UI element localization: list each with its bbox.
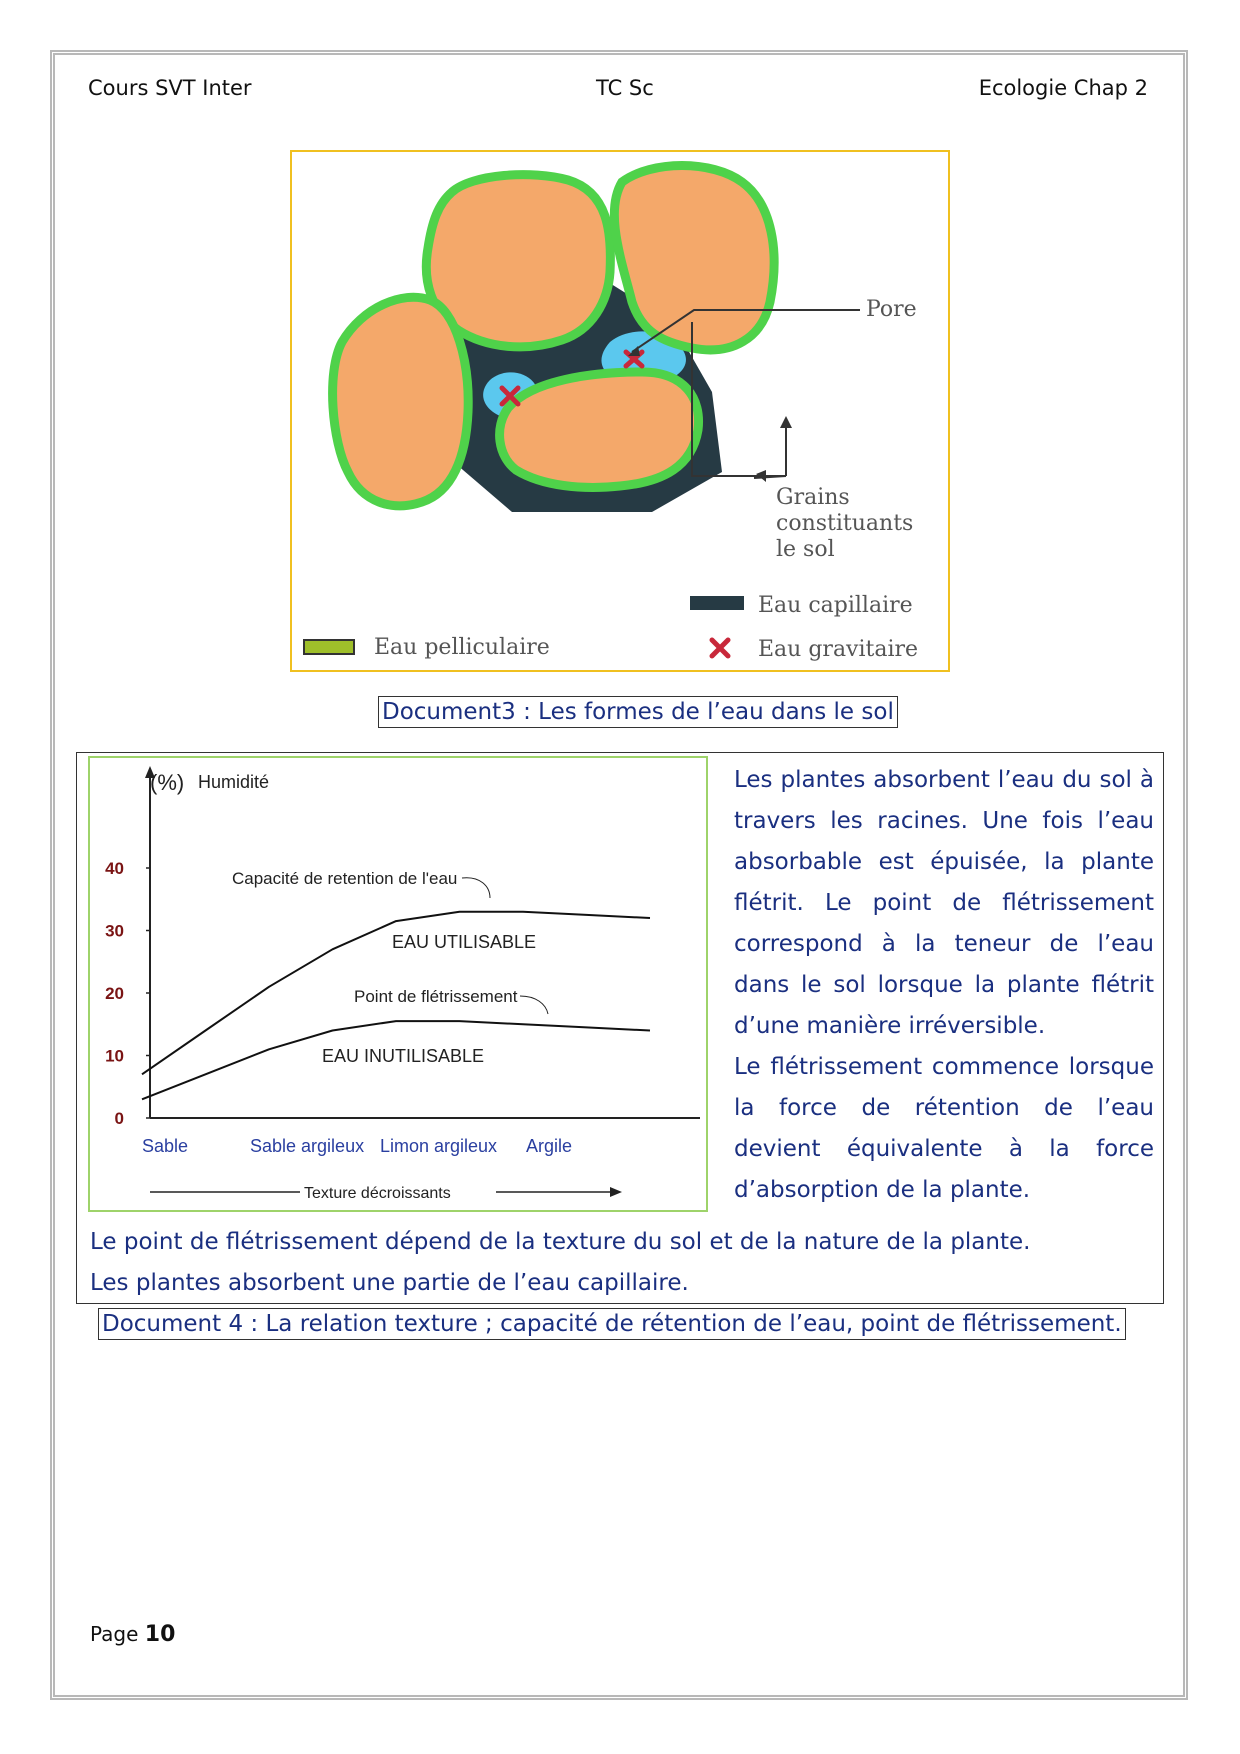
document4-caption: Document 4 : La relation texture ; capacité de rétention de l’eau, point de flétrissement.: [98, 1308, 1126, 1340]
header-left: Cours SVT Inter: [88, 76, 252, 100]
legend-capillary-swatch: [690, 596, 744, 610]
y-tick-label: 20: [105, 984, 124, 1003]
x-category-label: Argile: [526, 1136, 573, 1156]
series-label-wilting: Point de flétrissement: [354, 987, 518, 1006]
bottom-line-2: Les plantes absorbent une partie de l’eau capillaire.: [90, 1270, 689, 1296]
y-tick-label: 30: [105, 921, 124, 941]
x-category-label: Sable argileux: [250, 1136, 365, 1156]
legend-capillary-label: Eau capillaire: [758, 593, 913, 618]
legend-pellicular-label: Eau pelliculaire: [374, 635, 550, 660]
page-label: Page: [90, 1622, 139, 1646]
legend-gravity-cross: [712, 640, 728, 656]
legend-gravity-label: Eau gravitaire: [758, 637, 919, 662]
grains-label-2: constituants: [776, 511, 914, 536]
y-tick-label: 10: [105, 1046, 124, 1066]
page-number: 10: [144, 1622, 176, 1647]
grain-bottom: [500, 372, 699, 487]
header-right: Ecologie Chap 2: [978, 76, 1148, 100]
document4-bottom-text: [90, 1222, 1030, 1304]
grains-label-1: Grains: [776, 485, 850, 510]
y-axis-label: Humidité: [198, 772, 270, 792]
series-label-retention: Capacité de retention de l'eau: [232, 869, 458, 888]
soil-water-diagram: [290, 150, 950, 672]
x-category-label: Limon argileux: [380, 1136, 498, 1156]
x-category-label: Sable: [142, 1136, 189, 1156]
grains-label-3: le sol: [776, 537, 835, 562]
page-footer: [90, 1622, 175, 1647]
side-paragraph-1: Les plantes absorbent l’eau du sol à travers les racines. Une fois l’eau absorbable est épuisée, la plante flétrit. Le point de flétrissement correspond à la teneur de l’eau dans le sol lorsque la plante flétrit d’une manière irréversible.: [734, 767, 1154, 1039]
bottom-line-1: Le point de flétrissement dépend de la texture du sol et de la nature de la plante.: [90, 1229, 1031, 1255]
header-center: TC Sc: [596, 76, 654, 100]
y-tick-label: 0: [114, 1109, 124, 1128]
region-label-usable: EAU UTILISABLE: [392, 932, 537, 952]
document4-side-text: [734, 760, 1154, 1211]
pore-label: Pore: [866, 297, 917, 322]
legend-pellicular-swatch: [304, 640, 354, 654]
region-label-unusable: EAU INUTILISABLE: [322, 1046, 485, 1066]
humidity-chart: [88, 756, 708, 1212]
y-unit-label: (%): [150, 770, 185, 795]
side-paragraph-2: Le flétrissement commence lorsque la force de rétention de l’eau devient équivalente à la force d’absorption de la plante.: [734, 1054, 1154, 1203]
grain-left: [333, 297, 469, 506]
x-axis-label: Texture décroissants: [304, 1185, 451, 1202]
y-tick-label: 40: [105, 859, 124, 878]
document3-caption: Document3 : Les formes de l’eau dans le sol: [378, 696, 898, 728]
grain-top-right: [614, 166, 774, 350]
